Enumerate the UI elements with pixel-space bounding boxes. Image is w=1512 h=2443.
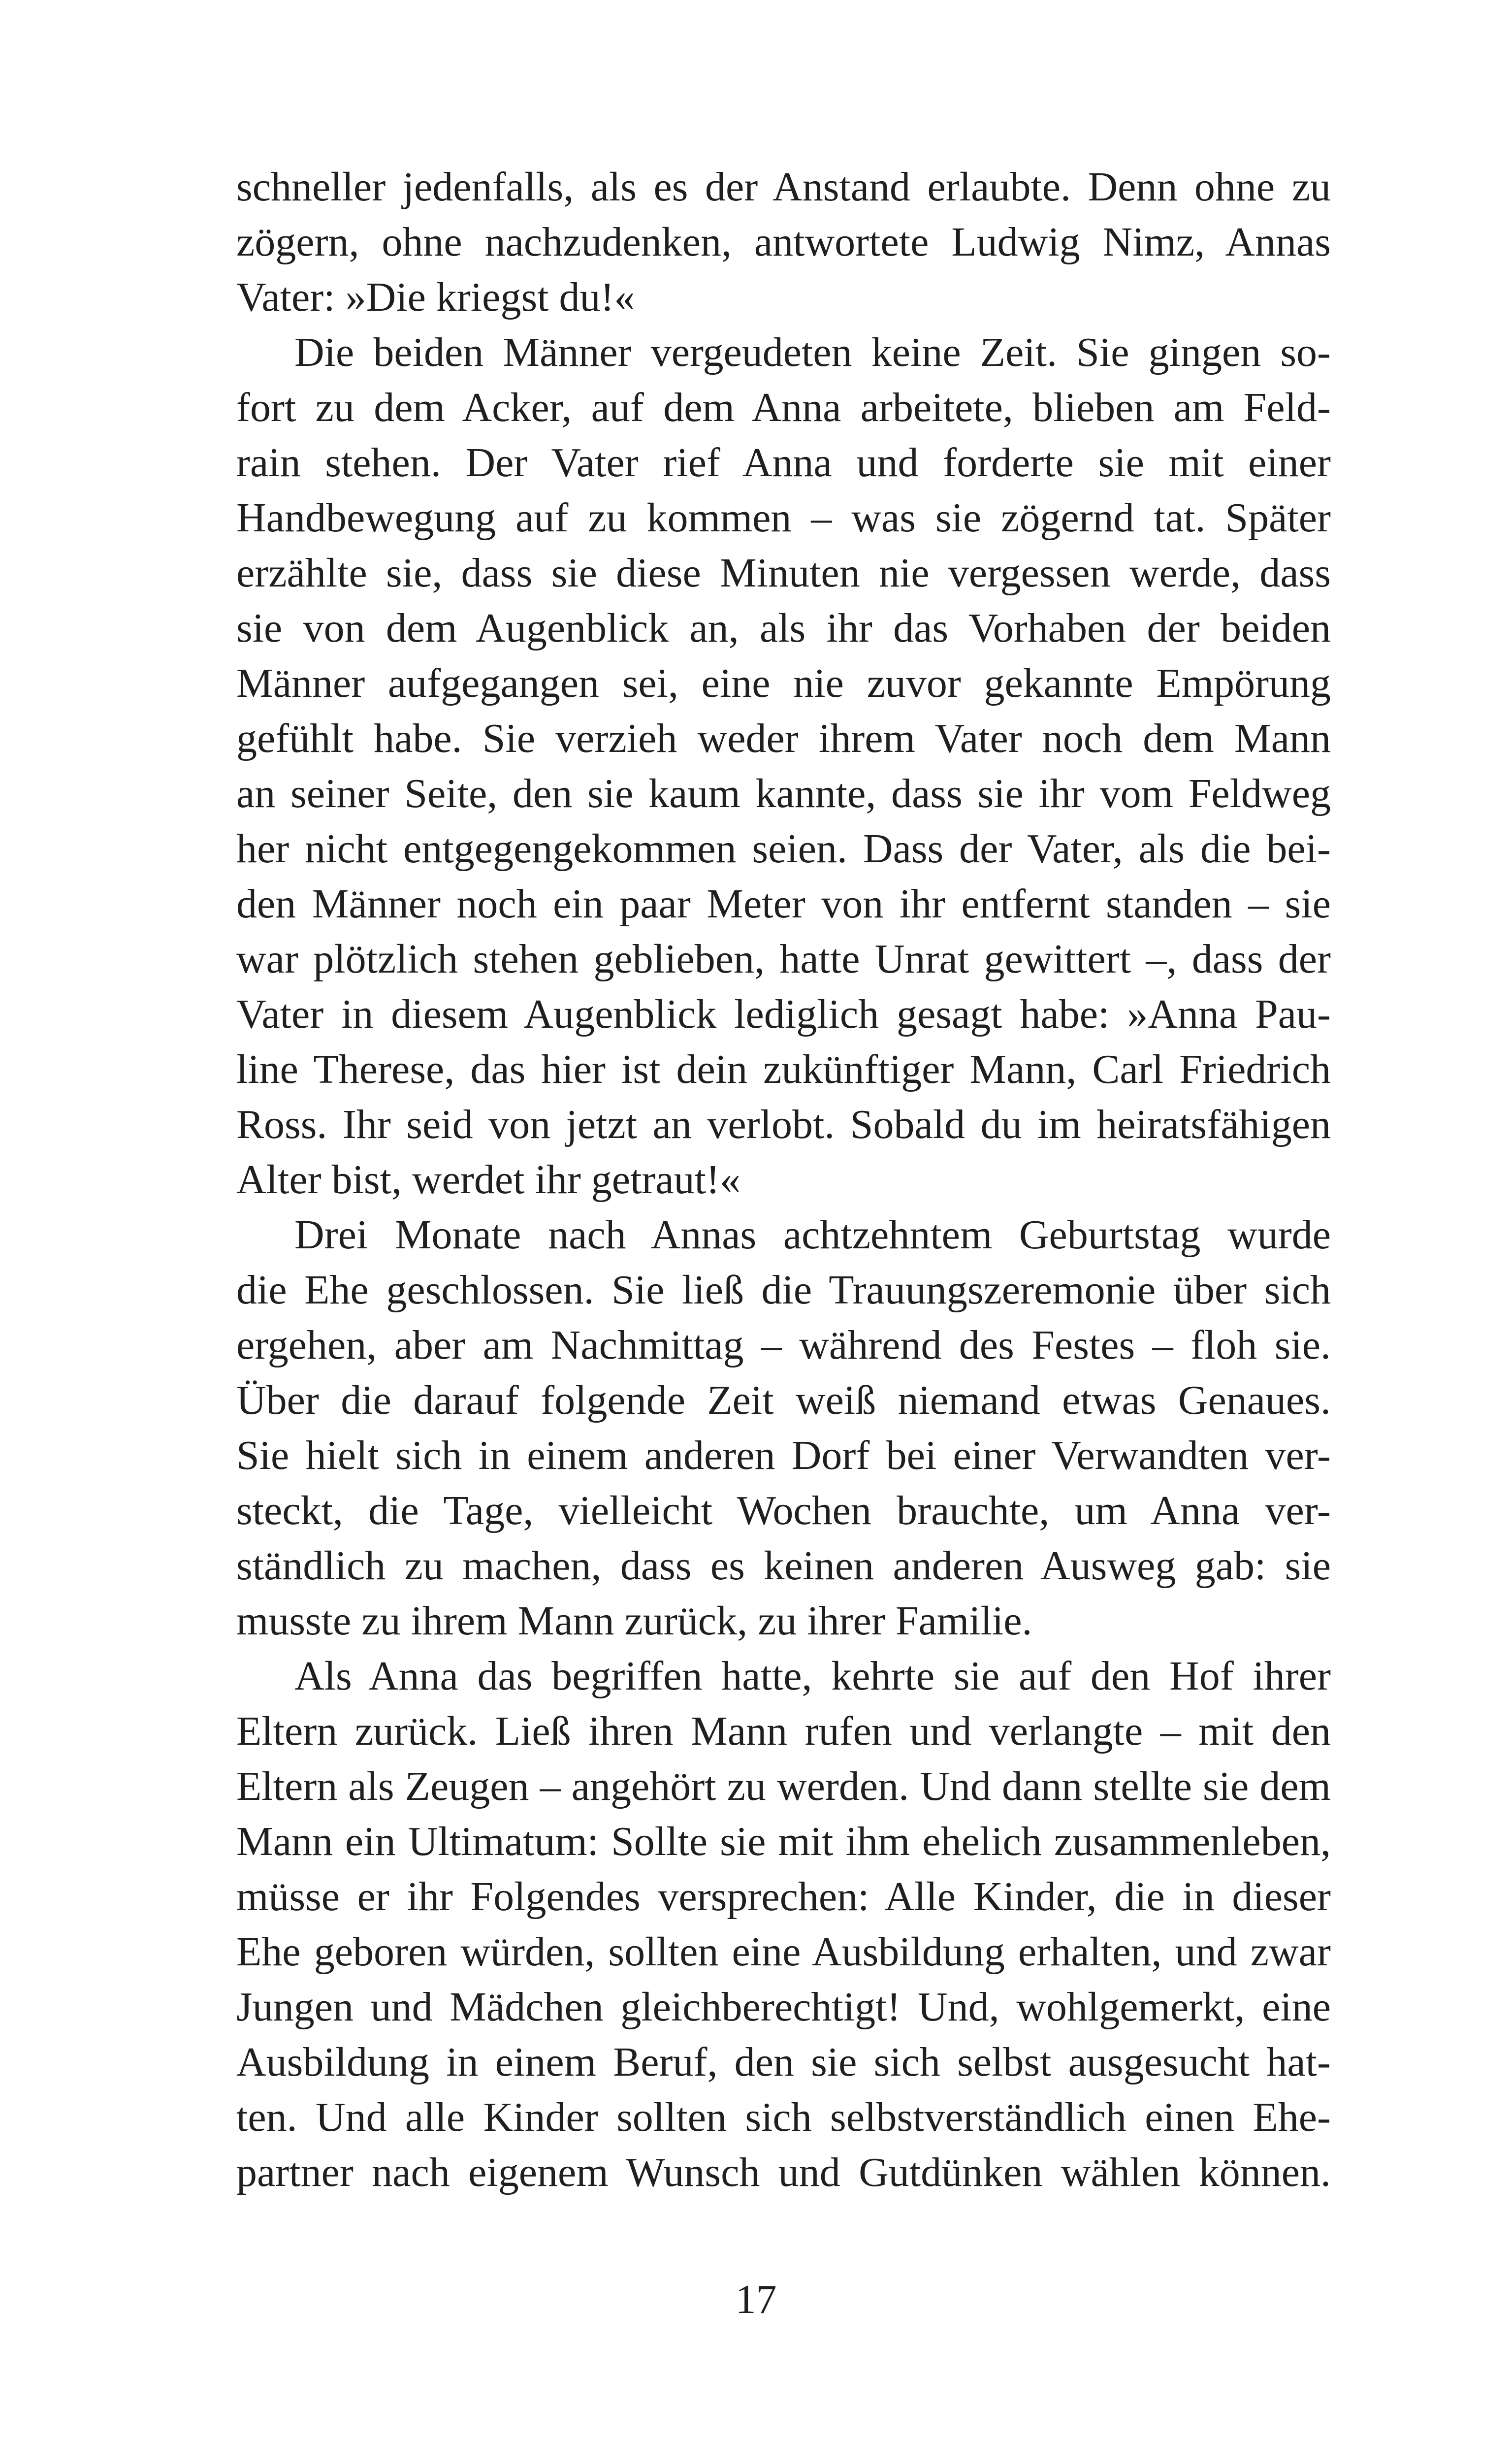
text-line: Ehe geboren würden, sollten eine Ausbildung erhalten, und zwar: [236, 1929, 1331, 1975]
text-line: partner nach eigenem Wunsch und Gutdünken wählen können.: [236, 2150, 1331, 2195]
body-text: [236, 160, 1331, 2200]
text-line: Vater in diesem Augenblick lediglich gesagt habe: »Anna Pau-: [236, 991, 1331, 1037]
page-number: 17: [735, 2277, 777, 2322]
text-line: Eltern zurück. Ließ ihren Mann rufen und verlangte – mit den: [236, 1708, 1331, 1754]
text-line: Ausbildung in einem Beruf, den sie sich selbst ausgesucht hat-: [236, 2039, 1331, 2085]
text-line: Mann ein Ultimatum: Sollte sie mit ihm ehelich zusammenleben,: [236, 1819, 1331, 1864]
text-line: Alter bist, werdet ihr getraut!«: [236, 1157, 740, 1203]
text-line: musste zu ihrem Mann zurück, zu ihrer Familie.: [236, 1598, 1032, 1644]
text-line: Die beiden Männer vergeudeten keine Zeit. Sie gingen so-: [294, 329, 1331, 375]
text-line: Vater: »Die kriegst du!«: [236, 274, 635, 320]
text-line: line Therese, das hier ist dein zukünftiger Mann, Carl Friedrich: [236, 1046, 1331, 1092]
text-line: gefühlt habe. Sie verzieh weder ihrem Vater noch dem Mann: [236, 716, 1331, 761]
text-line: erzählte sie, dass sie diese Minuten nie vergessen werde, dass: [236, 550, 1331, 596]
text-line: Handbewegung auf zu kommen – was sie zögernd tat. Später: [236, 495, 1331, 541]
text-line: schneller jedenfalls, als es der Anstand erlaubte. Denn ohne zu: [236, 164, 1331, 210]
text-line: ergehen, aber am Nachmittag – während des Festes – floh sie.: [236, 1322, 1331, 1368]
text-line: rain stehen. Der Vater rief Anna und forderte sie mit einer: [236, 440, 1331, 486]
text-line: her nicht entgegengekommen seien. Dass der Vater, als die bei-: [236, 826, 1331, 872]
text-line: Ross. Ihr seid von jetzt an verlobt. Sobald du im heiratsfähigen: [236, 1102, 1331, 1147]
text-line: den Männer noch ein paar Meter von ihr entfernt standen – sie: [236, 881, 1331, 927]
text-line: Männer aufgegangen sei, eine nie zuvor gekannte Empörung: [236, 660, 1331, 706]
text-line: zögern, ohne nachzudenken, antwortete Ludwig Nimz, Annas: [236, 219, 1331, 265]
text-line: Sie hielt sich in einem anderen Dorf bei einer Verwandten ver-: [236, 1433, 1331, 1478]
text-line: Drei Monate nach Annas achtzehntem Geburtstag wurde: [294, 1212, 1331, 1258]
text-line: war plötzlich stehen geblieben, hatte Unrat gewittert –, dass der: [236, 936, 1331, 982]
text-line: müsse er ihr Folgendes versprechen: Alle Kinder, die in dieser: [236, 1874, 1331, 1920]
text-line: an seiner Seite, den sie kaum kannte, dass sie ihr vom Feldweg: [236, 771, 1331, 816]
text-line: die Ehe geschlossen. Sie ließ die Trauungszeremonie über sich: [236, 1267, 1331, 1313]
text-line: fort zu dem Acker, auf dem Anna arbeitete, blieben am Feld-: [236, 385, 1331, 430]
text-line: sie von dem Augenblick an, als ihr das Vorhaben der beiden: [236, 605, 1331, 651]
text-line: Über die darauf folgende Zeit weiß niemand etwas Genaues.: [236, 1377, 1331, 1423]
text-line: Jungen und Mädchen gleichberechtigt! Und, wohlgemerkt, eine: [236, 1984, 1331, 2030]
text-line: ten. Und alle Kinder sollten sich selbstverständlich einen Ehe-: [236, 2094, 1331, 2140]
text-line: ständlich zu machen, dass es keinen anderen Ausweg gab: sie: [236, 1543, 1331, 1589]
text-line: Eltern als Zeugen – angehört zu werden. Und dann stellte sie dem: [236, 1763, 1331, 1809]
text-line: Als Anna das begriffen hatte, kehrte sie auf den Hof ihrer: [294, 1653, 1331, 1699]
text-line: steckt, die Tage, vielleicht Wochen brauchte, um Anna ver-: [236, 1488, 1331, 1533]
